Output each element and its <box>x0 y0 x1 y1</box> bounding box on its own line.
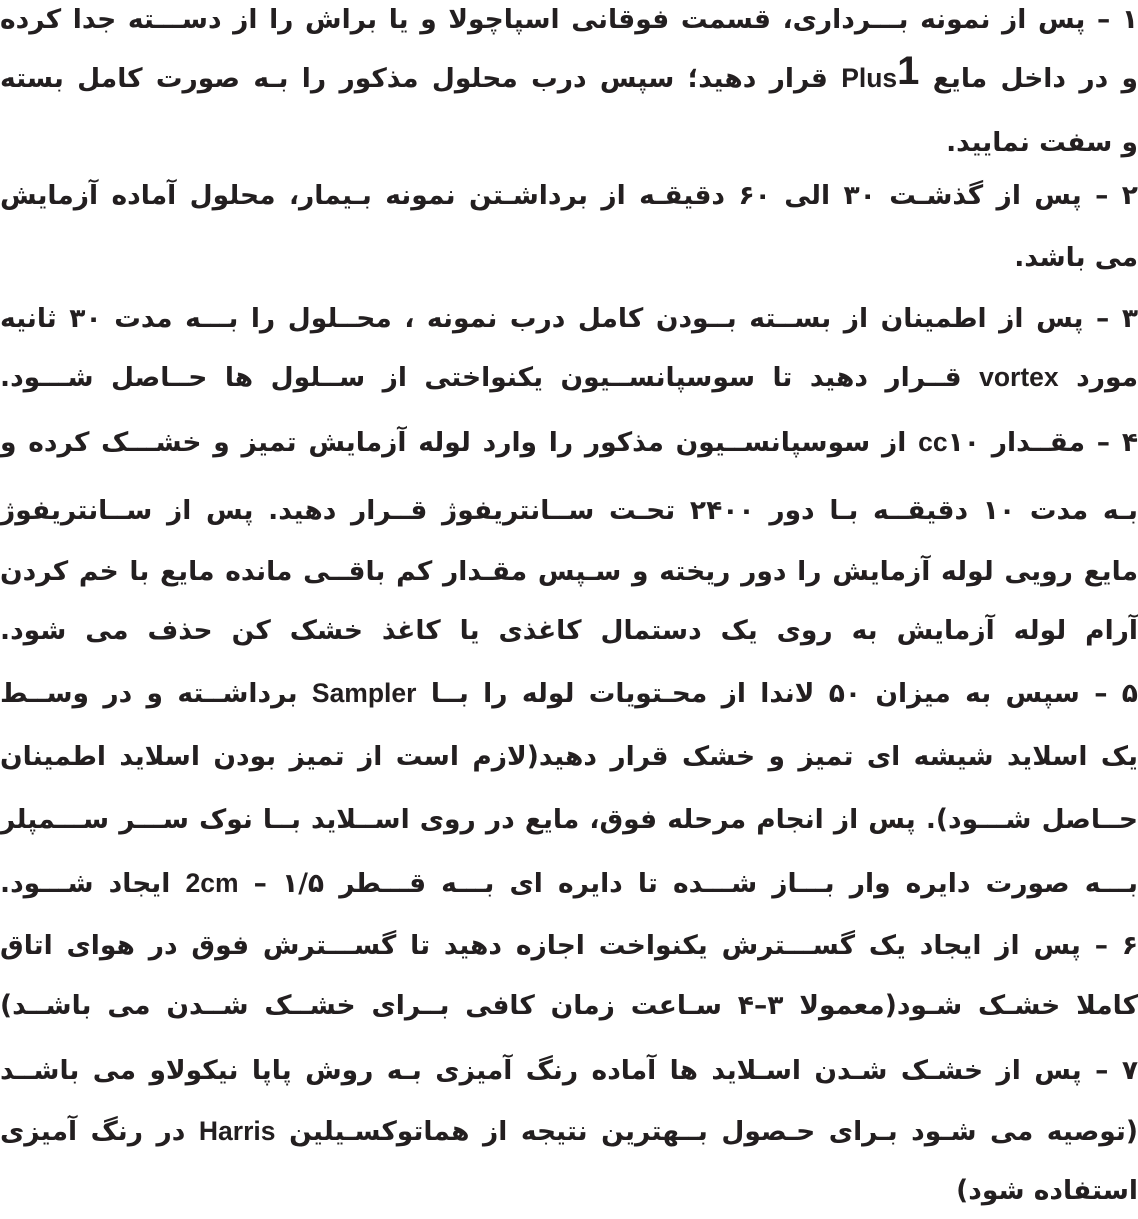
text-run: ۳ – پس از اطمینان از بســته بــودن کامل درب نمونه ، محــلول را بـــه مدت ۳۰ ثانیه <box>0 303 1138 334</box>
text-run: استفاده شود) <box>956 1175 1138 1206</box>
step-2-line-2 <box>0 230 1138 286</box>
text-run: یک اسلاید شیشه ای تمیز و خشک قرار دهید(لازم است از تمیز بودن اسلاید اطمینان <box>0 741 1138 772</box>
text-run: ۱ – پس از نمونه بـــرداری، قسمت فوقانی اسپاچولا و یا براش را از دســـته جدا کرده <box>0 4 1138 35</box>
step-4-line-3 <box>0 544 1138 600</box>
step-1-line-3 <box>0 115 1138 171</box>
text-run: کاملا خشـک شـود(معمولا ۳–۴ سـاعت زمان کافی بــرای خشــک شــدن می باشــد) <box>0 990 1138 1021</box>
plus-one-product-name: Plus1 <box>841 50 920 93</box>
text-run: مورد <box>1076 362 1138 393</box>
step-6-line-2 <box>0 978 1138 1034</box>
text-run: ۵ – سپس به میزان ۵۰ لاندا از محـتویات لوله را بــا <box>430 678 1138 709</box>
text-run: قــرار دهید تا سوسپانســیون یکنواختی از ســلول ها حــاصل شـــود. <box>0 362 962 393</box>
cc-unit: cc <box>918 427 948 457</box>
text-run: بـه مدت ۱۰ دقیقــه بـا دور ۲۴۰۰ تحـت ســانتریفوژ قــرار دهید. پس از ســانتریفوژ <box>0 495 1138 526</box>
text-run: ۶ – پس از ایجاد یک گســـترش یکنواخت اجازه دهید تا گســـترش فوق در هوای اتاق <box>0 930 1138 961</box>
step-1-line-1 <box>0 0 1138 48</box>
step-4-line-1 <box>0 414 1138 470</box>
step-7-line-1 <box>0 1043 1138 1099</box>
step-7-line-3 <box>0 1163 1138 1219</box>
step-3-line-1 <box>0 291 1138 347</box>
text-run: حــاصل شـــود). پس از انجام مرحله فوق، مایع در روی اســلاید بــا نوک ســـر ســـمپلر <box>0 804 1138 835</box>
step-5-line-2 <box>0 729 1138 785</box>
text-run: ۷ – پس از خشـک شـدن اسـلاید ها آماده رنگ آمیزی بـه روش پاپا نیکولاو می باشــد <box>0 1055 1138 1086</box>
2cm-term: 2cm <box>185 868 239 898</box>
text-run: بـــه صورت دایره وار بـــاز شـــده تا دایره ای بـــه قـــطر ۱/۵ – <box>253 868 1138 899</box>
step-5-line-1 <box>0 665 1138 721</box>
vortex-term: vortex <box>979 362 1059 392</box>
text-run: ۴ – مقــدار ۱۰ <box>947 427 1138 458</box>
step-4-line-2 <box>0 483 1138 539</box>
text-run: می باشد. <box>1014 242 1138 273</box>
text-run: (توصیه می شـود بـرای حـصول بــهترین نتیجه از هماتوکسـیلین <box>289 1116 1138 1147</box>
step-1-line-2 <box>0 50 1138 106</box>
step-5-line-4 <box>0 855 1138 911</box>
text-run: آرام لوله آزمایش به روی یک دستمال کاغذی یا کاغذ خشک کن حذف می شود. <box>0 615 1138 646</box>
text-run: ایجاد شـــود. <box>0 868 171 899</box>
step-6-line-1 <box>0 918 1138 974</box>
text-run: در رنگ آمیزی <box>0 1116 186 1147</box>
text-run: برداشــته و در وســط <box>0 678 298 709</box>
step-4-line-4 <box>0 603 1138 659</box>
harris-term: Harris <box>198 1116 276 1146</box>
text-run: و سفت نمایید. <box>946 127 1138 158</box>
step-2-line-1 <box>0 168 1138 224</box>
step-3-line-2 <box>0 349 1138 405</box>
text-run: و در داخل مایع <box>932 63 1138 94</box>
text-run: مایع رویی لوله آزمایش را دور ریخته و سـپس مقـدار کم باقــی مانده مایع با خم کردن <box>0 556 1138 587</box>
step-5-line-3 <box>0 792 1138 848</box>
text-run: قرار دهید؛ سپس درب محلول مذکور را بـه صورت کامل بسته <box>0 63 828 94</box>
text-run: از سوسپانســیون مذکور را وارد لوله آزمایش تمیز و خشـــک کرده و <box>0 427 907 458</box>
text-run: ۲ – پس از گذشـت ۳۰ الی ۶۰ دقیقـه از برداشـتن نمونه بـیمار، محلول آماده آزمایش <box>0 180 1138 211</box>
step-7-line-2 <box>0 1103 1138 1159</box>
sampler-term: Sampler <box>311 678 417 708</box>
